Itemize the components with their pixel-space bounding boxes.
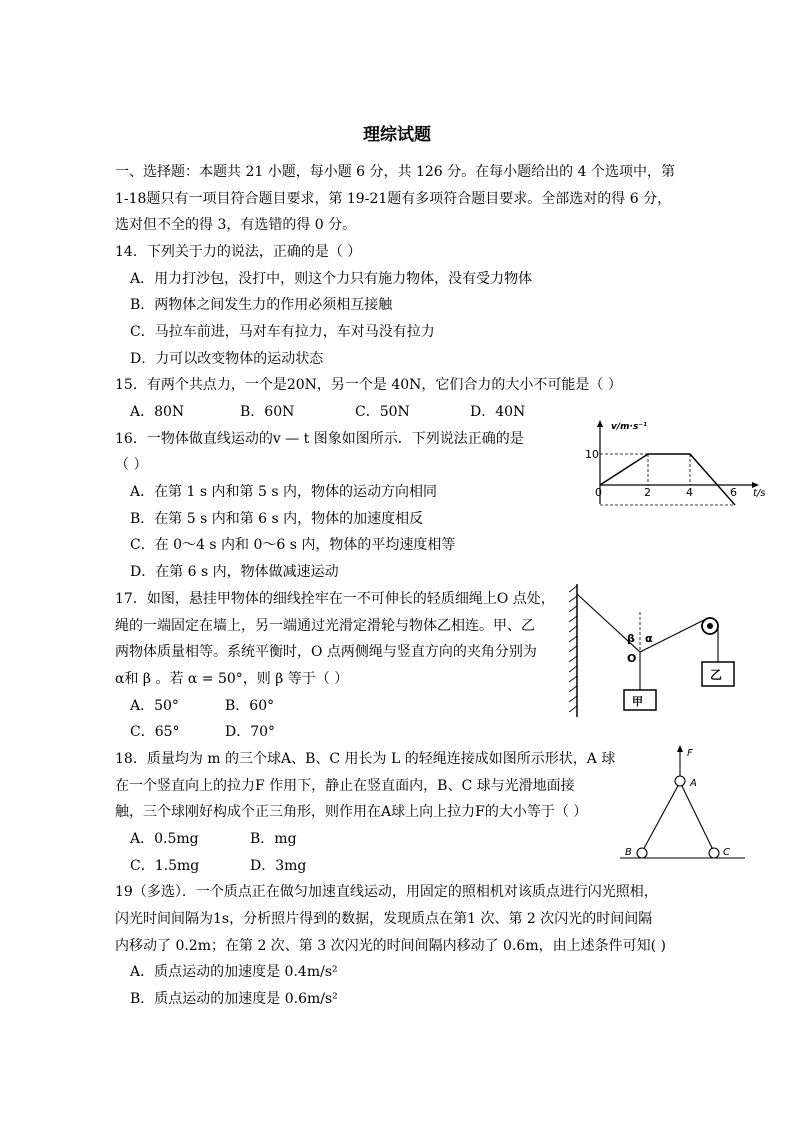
block-yi-label: 乙: [710, 668, 723, 682]
q19-option-a: A．质点运动的加速度是 0.4m/s²: [130, 964, 338, 980]
ball-b: [637, 848, 647, 858]
q19-stem-line-2: 闪光时间间隔为1s，分析照片得到的数据，发现质点在第1 次、第 2 次闪光的时间间隔: [115, 911, 653, 927]
q18-stem-line-2: 在一个竖直向上的拉力F 作用下，静止在竖直面内，B、C 球与光滑地面接: [115, 778, 575, 794]
vt-graph-figure: [585, 418, 785, 513]
pulley-icon: [702, 618, 718, 634]
q15-option-a: A．80N: [130, 404, 185, 420]
intro-line-1: 一、选择题：本题共 21 小题，每小题 6 分，共 126 分。在每小题给出的 4 个选项中，第: [115, 164, 675, 180]
q14-stem: 14．下列关于力的说法，正确的是（ ）: [115, 244, 362, 260]
q14-option-c: C．马拉车前进，马对车有拉力，车对马没有拉力: [130, 324, 435, 340]
q18-stem-line-1: 18．质量均为 m 的三个球A、B、C 用长为 L 的轻绳连接成如图所示形状，A 球: [115, 751, 616, 767]
point-o-label: O: [627, 652, 637, 665]
vt-tick-0: 0: [595, 486, 602, 499]
q19-stem-line-1: 19（多选）．一个质点正在做匀加速直线运动，用固定的照相机对该质点进行闪光照相，: [115, 884, 658, 900]
force-f-arrowhead-icon: [677, 745, 683, 752]
vt-graph-line: [600, 454, 735, 505]
q19-stem-line-3: 内移动了 0.2m；在第 2 次、第 3 次闪光的时间间隔内移动了 0.6m，由上述条件可知( ): [115, 938, 666, 954]
pulley-figure: [565, 582, 745, 722]
q14-option-b: B．两物体之间发生力的作用必须相互接触: [130, 297, 393, 313]
wall-hatching: [569, 586, 577, 712]
q15-option-c: C．50N: [355, 404, 410, 420]
triangle-balls-figure: [620, 742, 750, 864]
q16-option-c: C．在 0～4 s 内和 0～6 s 内，物体的平均速度相等: [130, 537, 456, 553]
q15-option-b: B．60N: [240, 404, 295, 420]
q18-option-c: C．1.5mg: [130, 858, 200, 874]
q18-option-d: D．3mg: [250, 858, 307, 874]
q17-option-b: B．60°: [225, 698, 275, 714]
q16-option-b: B．在第 5 s 内和第 6 s 内，物体的加速度相反: [130, 511, 424, 527]
block-jia-label: 甲: [632, 695, 643, 708]
q14-option-a: A．用力打沙包，没打中，则这个力只有施力物体，没有受力物体: [130, 271, 533, 287]
vt-tick-4: 4: [686, 486, 693, 499]
angle-alpha-label: α: [645, 632, 653, 645]
ball-a: [675, 776, 685, 786]
q17-stem-line-1: 17．如图，悬挂甲物体的细线拴牢在一不可伸长的轻质细绳上O 点处，: [115, 591, 555, 607]
q17-option-d: D．70°: [225, 724, 276, 740]
page-title: 理综试题: [363, 125, 431, 145]
q18-option-a: A．0.5mg: [130, 831, 199, 847]
intro-line-2: 1-18题只有一项目符合题目要求，第 19-21题有多项符合题目要求。全部选对的得 6 分，: [115, 191, 672, 207]
vt-y-arrow-icon: [597, 420, 603, 427]
q16-option-d: D．在第 6 s 内，物体做减速运动: [130, 564, 339, 580]
q17-stem-line-3: 两物体质量相等。系统平衡时，O 点两侧绳与竖直方向的夹角分别为: [115, 644, 537, 660]
q18-option-b: B．mg: [250, 831, 297, 847]
rope-ab: [642, 782, 680, 852]
ball-c-label: C: [723, 847, 730, 858]
ball-c: [709, 848, 719, 858]
vt-tick-2: 2: [644, 486, 651, 499]
vt-x-label: t/s: [753, 488, 766, 499]
force-f-label: F: [687, 748, 693, 759]
q19-option-b: B．质点运动的加速度是 0.6m/s²: [130, 991, 338, 1007]
q18-stem-line-3: 触，三个球刚好构成个正三角形，则作用在A球上向上拉力F的大小等于（ ）: [115, 804, 588, 820]
q16-option-a: A．在第 1 s 内和第 5 s 内，物体的运动方向相同: [130, 484, 437, 500]
q15-option-d: D．40N: [470, 404, 526, 420]
q17-stem-line-4: α和 β 。若 α = 50°，则 β 等于（ ）: [115, 671, 349, 687]
q17-option-a: A．50°: [130, 698, 179, 714]
intro-line-3: 选对但不全的得 3，有选错的得 0 分。: [115, 217, 357, 233]
angle-beta-label: β: [627, 632, 635, 645]
q16-stem-paren: （ ）: [115, 457, 148, 473]
ball-b-label: B: [625, 847, 632, 858]
vt-y-label: v/m·s⁻¹: [611, 422, 647, 432]
q15-stem: 15．有两个共点力，一个是20N，另一个是 40N，它们合力的大小不可能是（ ）: [115, 377, 622, 393]
rope-ac: [680, 782, 714, 852]
q17-option-c: C．65°: [130, 724, 180, 740]
q14-option-d: D．力可以改变物体的运动状态: [130, 351, 324, 367]
q16-stem: 16．一物体做直线运动的v — t 图象如图所示．下列说法正确的是: [115, 431, 524, 447]
vt-tick-6: 6: [730, 486, 737, 499]
ball-a-label: A: [690, 778, 697, 789]
q17-stem-line-2: 绳的一端固定在墙上，另一端通过光滑定滑轮与物体乙相连。甲、乙: [115, 618, 535, 634]
vt-tick-10: 10: [585, 448, 599, 461]
